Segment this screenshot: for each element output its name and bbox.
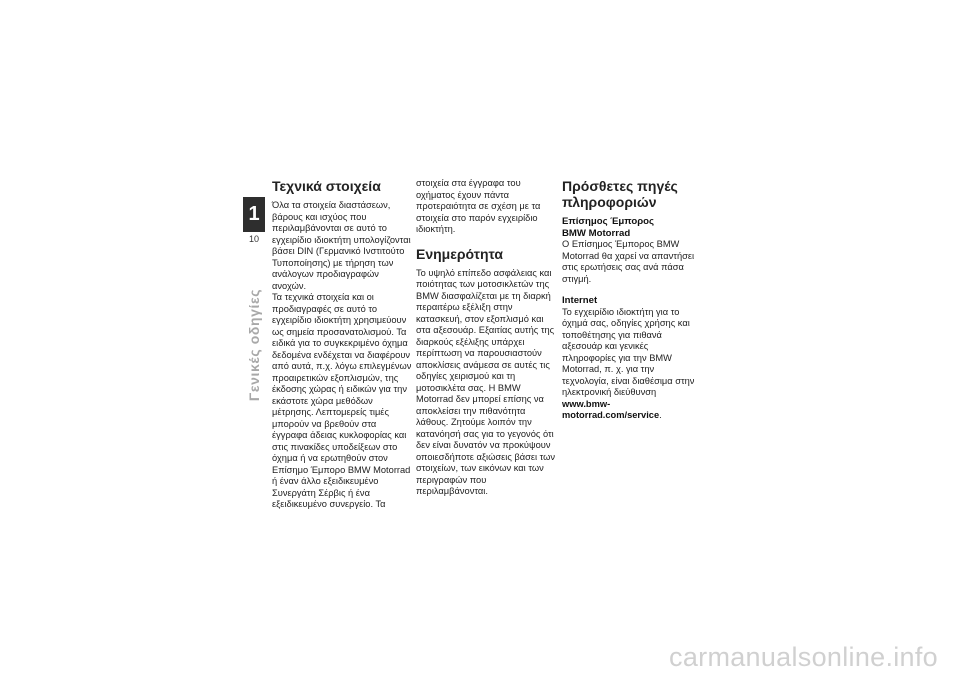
section-heading-up-to-date: Ενημερότητα [416,245,503,262]
chapter-number-tab: 1 [243,197,265,232]
subheading-internet: Internet [562,295,598,306]
chapter-side-title: Γενικές οδηγίες [246,288,262,402]
section-heading-technical-data: Τεχνικά στοιχεία [272,178,381,194]
page-number: 10 [248,234,259,244]
watermark: carmanualsonline.info [669,642,938,672]
column-additional-sources [562,178,702,422]
paragraph: στοιχεία στα έγγραφα του οχήματος έχουν πάντα προτεραιότητα σε σχέση με τα στοιχεία στο παρόν εγχειρίδιο ιδιοκτήτη. [416,178,541,234]
subheading-dealer-brand: BMW Motorrad [562,227,631,239]
column-technical-data [272,178,412,511]
paragraph: Το εγχειρίδιο ιδιοκτήτη για το όχημά σας, οδηγίες χρήσης και τοποθέτησης για πιθανά αξεσουάρ και γενικές πληροφορίες για την BMW Motorrad, π. χ. για την τεχνολογία, είναι διαθέσιμα στην ηλεκτρονική διεύθυνση www.bmw-motorrad.com/service. [562,306,695,420]
paragraph: Όλα τα στοιχεία διαστάσεων, βάρους και ισχύος που περιλαμβάνονται σε αυτό το εγχειρίδιο ιδιοκτήτη υπολογίζονται βάσει DIN (Γερμανικό Ινστιτούτο Τυποποίησης) με τήρηση των ανάλογων προδιαγραφών ανοχών. [272,200,411,291]
paragraph: Τα τεχνικά στοιχεία και οι προδιαγραφές σε αυτό το εγχειρίδιο ιδιοκτήτη χρησιμεύουν ως σημεία προσανατολισμού. Τα ειδικά για το συγκεκριμένο όχημα δεδομένα ενδέχεται να διαφέρουν από αυτά, π.χ. λόγω επιλεγμένων προαιρετικών εξοπλισμών, της έκδοσης χώρας ή ειδικών για την εκάστοτε χώρα μεθόδων μέτρησης. Λεπτομερείς τιμές μπορούν να βρεθούν στα έγγραφα άδειας κυκλοφορίας και στις πινακίδες υποδείξεων στο όχημα ή να ερωτηθούν στον Επίσημο Έμπορο BMW Motorrad ή έναν άλλο εξειδικευμένο Συνεργάτη Σέρβις ή ένα εξειδικευμένο συνεργείο. Τα [272,292,412,509]
subheading-dealer: Επίσημος Έμπορος [562,216,654,227]
website-link[interactable]: www.bmw-motorrad.com/service [562,398,660,420]
paragraph: Το υψηλό επίπεδο ασφάλειας και ποιότητας των μοτοσικλετών της BMW διασφαλίζεται με τη διαρκή περαιτέρω εξέλιξη στην κατασκευή, στον εξοπλισμό και στα αξεσουάρ. Εξαιτίας αυτής της διαρκούς εξέλιξης υπάρχει περίπτωση να παρουσιαστούν αποκλίσεις ανάμεσα σε αυτές τις οδηγίες χειρισμού και τη μοτοσικλέτα σας. Η BMW Motorrad δεν μπορεί επίσης να αποκλείσει την πιθανότητα λάθους. Ζητούμε λοιπόν την κατανόησή σας για το γεγονός ότι δεν είναι δυνατόν να προκύψουν οποιεσδήποτε αξιώσεις βάσει των στοιχείων, των εικόνων και των περιγραφών που περιλαμβάνονται. [416,267,556,496]
column-up-to-date [416,178,556,498]
section-heading-additional-sources: Πρόσθετες πηγές πληροφοριών [562,178,678,210]
paragraph: Ο Επίσημος Έμπορος BMW Motorrad θα χαρεί να απαντήσει στις ερωτήσεις σας ανά πάσα στιγμή. [562,239,695,284]
